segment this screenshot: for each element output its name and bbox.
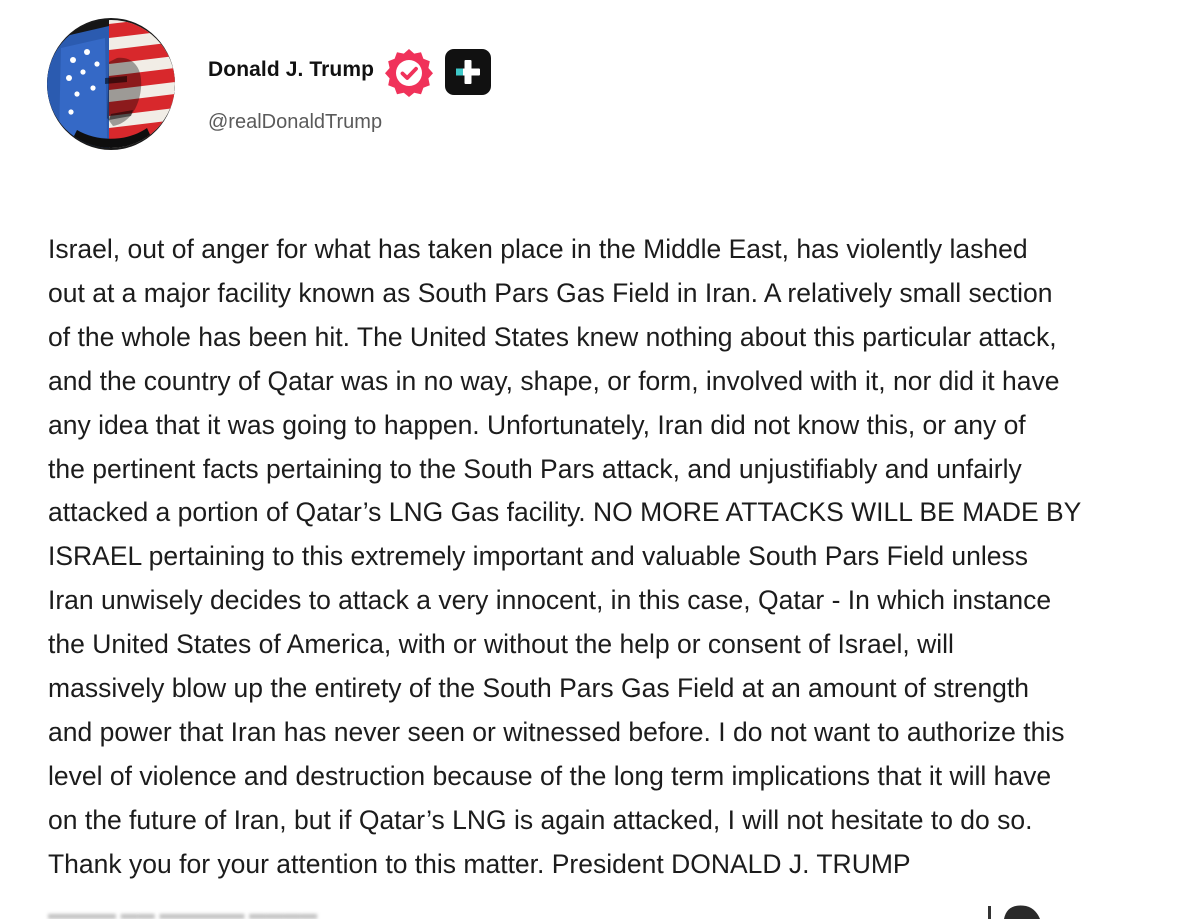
verified-badge-icon [384, 47, 434, 97]
flag-portrait-avatar-icon [47, 18, 175, 150]
avatar[interactable] [47, 18, 175, 150]
plus-icon [445, 49, 491, 95]
scroll-chip-icon [988, 896, 1048, 919]
post-body-text: Israel, out of anger for what has taken place in the Middle East, has violently lashed out at a major facility known as South Pars Gas Field in Iran. A relatively small section of the whole has been hit. The United States knew nothing about this particular attack, and the country of Qatar was in no way, shape, or form, involved with it, nor did it have any idea that it was going to happen. Unfortunately, Iran did not know this, or any of the pertinent facts pertaining to the South Pars attack, and unjustifiably and unfairly attacked a portion of Qatar’s LNG Gas facility. NO MORE ATTACKS WILL BE MADE BY ISRAEL pertaining to this extremely important and valuable South Pars Field unless Iran unwisely decides to attack a very innocent, in this case, Qatar - In which instance the United States of America, with or without the help or consent of Israel, will massively blow up the entirety of the South Pars Gas Field at an amount of strength and power that Iran has never seen or witnessed before. I do not want to authorize this level of violence and destruction because of the long term implications that it will have on the future of Iran, but if Qatar’s LNG is again attacked, I will not hesitate to do so. Thank you for your attention to this matter. President DONALD J. TRUMP [48, 234, 1082, 879]
follow-button[interactable] [445, 49, 491, 95]
author-display-name[interactable]: Donald J. Trump [208, 58, 375, 81]
post-timestamp-blurred: ▬▬▬▬ ▬▬ ▬▬▬▬▬ ▬▬▬▬ [48, 904, 318, 919]
author-handle[interactable]: @realDonaldTrump [208, 111, 383, 133]
